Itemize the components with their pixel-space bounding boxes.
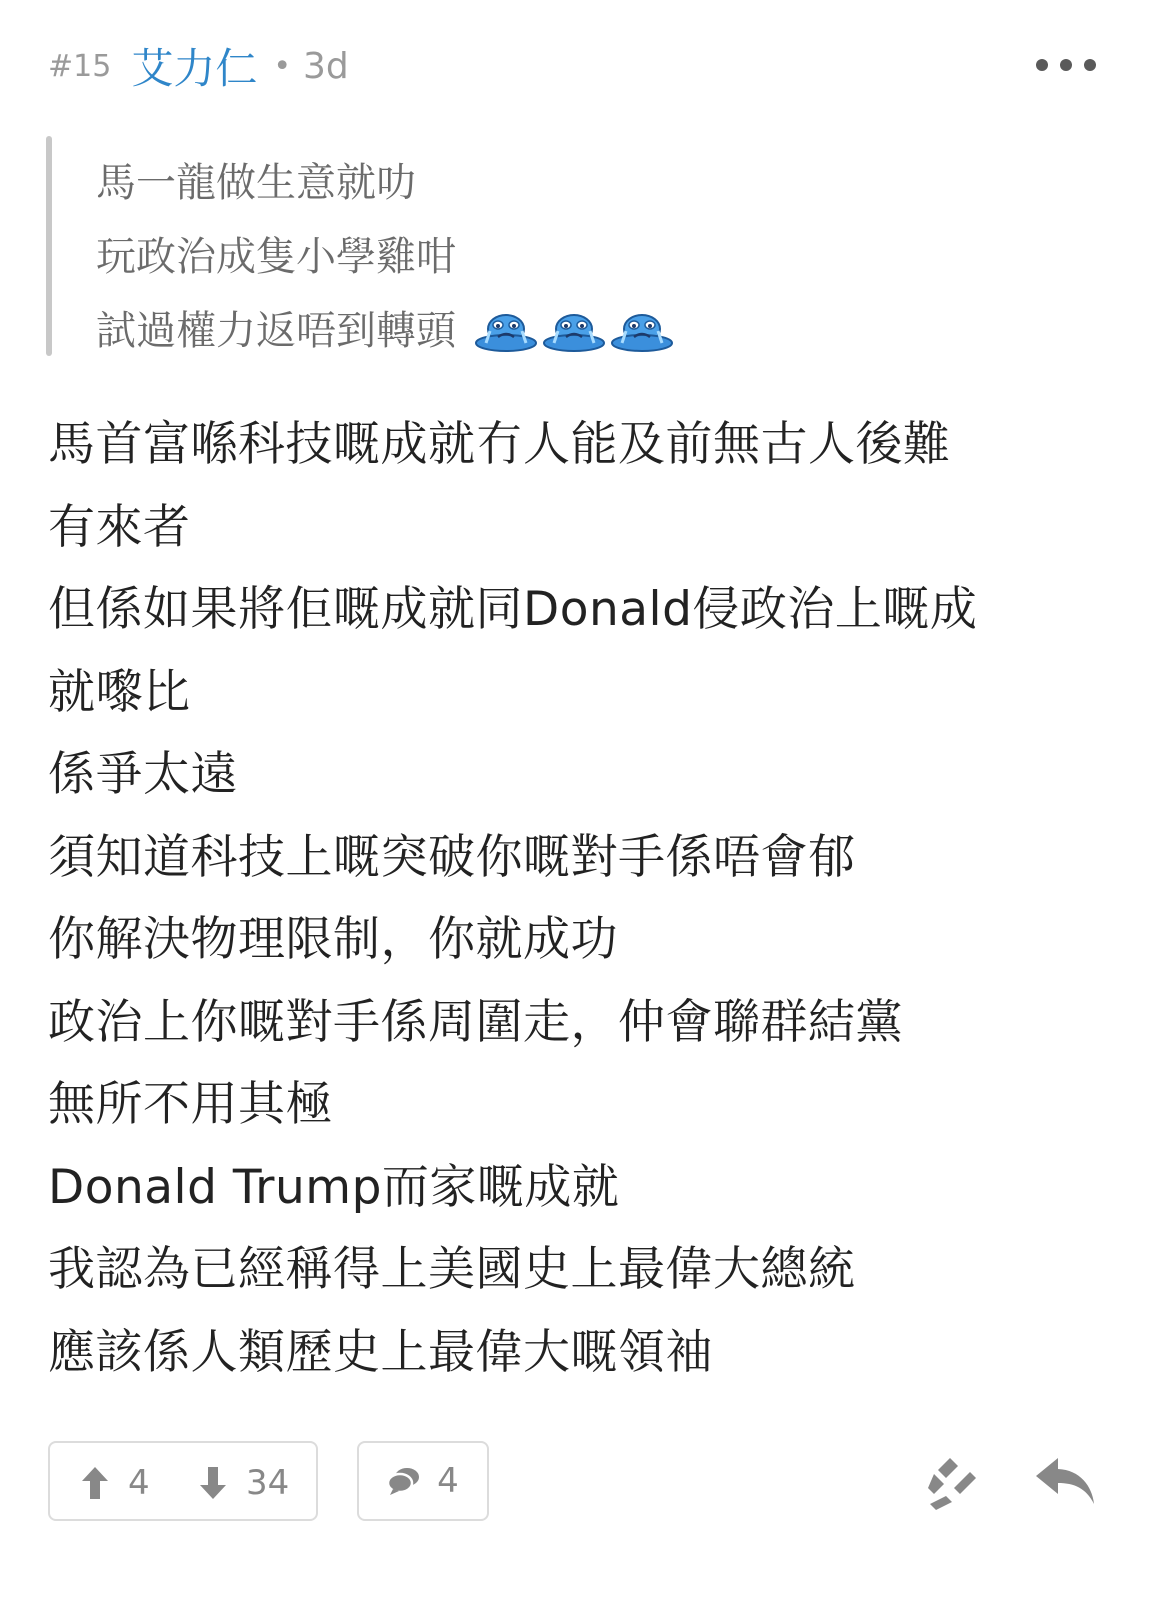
vote-box <box>48 1441 318 1521</box>
meta-separator: • <box>273 48 292 84</box>
quote-bar <box>46 136 52 356</box>
crying-emoji-icon <box>610 307 674 355</box>
crying-emoji-icon <box>474 307 538 355</box>
body-line: Donald Trump而家嘅成就 <box>48 1159 620 1215</box>
quote-line-text: 試過權力返唔到轉頭 <box>96 308 456 354</box>
post-body <box>48 404 1108 1394</box>
body-line: 馬首富喺科技嘅成就冇人能及前無古人後難 <box>48 417 951 472</box>
more-options-button[interactable] <box>1036 48 1096 82</box>
arrow-up-icon <box>80 1465 110 1501</box>
username-link[interactable]: 艾力仁 <box>131 44 258 93</box>
more-dot-icon <box>1060 59 1072 71</box>
body-line: 須知道科技上嘅突破你嘅對手係唔會郁 <box>48 829 856 885</box>
reply-count: 4 <box>437 1461 459 1501</box>
replies-button[interactable] <box>357 1441 489 1521</box>
downvote-button[interactable] <box>198 1463 289 1503</box>
arrow-down-icon <box>198 1465 228 1501</box>
quote-line <box>96 220 674 294</box>
body-line: 就嚟比 <box>48 664 191 720</box>
share-button[interactable] <box>924 1454 984 1514</box>
upvote-button[interactable] <box>80 1463 150 1503</box>
quote-line-text: 馬一龍做生意就叻 <box>96 160 416 206</box>
reply-button[interactable] <box>1034 1454 1098 1510</box>
quote-lines <box>96 146 674 368</box>
quote-block <box>46 136 846 356</box>
body-line: 無所不用其極 <box>48 1077 333 1132</box>
more-dot-icon <box>1036 59 1048 71</box>
more-dot-icon <box>1084 59 1096 71</box>
body-line: 我認為已經稱得上美國史上最偉大總統 <box>48 1242 856 1297</box>
post-header <box>48 36 349 96</box>
body-line: 你解決物理限制，你就成功 <box>48 912 618 967</box>
reply-arrow-icon <box>1036 1458 1094 1504</box>
quote-line <box>96 294 674 368</box>
downvote-count: 34 <box>246 1463 290 1503</box>
floor-number: #15 <box>48 48 112 84</box>
body-line: 有來者 <box>48 499 191 555</box>
crying-emoji-icon <box>542 307 606 355</box>
emoji-group <box>470 307 674 355</box>
comment-bubble-icon <box>387 1466 421 1496</box>
body-line: 應該係人類歷史上最偉大嘅領袖 <box>48 1324 713 1380</box>
body-line: 但係如果將佢嘅成就同Donald侵政治上嘅成 <box>48 582 978 637</box>
post-time: 3d <box>303 45 349 87</box>
quote-line-text: 玩政治成隻小學雞咁 <box>96 234 456 280</box>
body-line: 係爭太遠 <box>48 747 238 802</box>
quote-line <box>96 146 674 220</box>
body-line: 政治上你嘅對手係周圍走，仲會聯群結黨 <box>48 994 903 1050</box>
quote-reply-icon <box>928 1458 976 1510</box>
upvote-count: 4 <box>128 1463 150 1503</box>
